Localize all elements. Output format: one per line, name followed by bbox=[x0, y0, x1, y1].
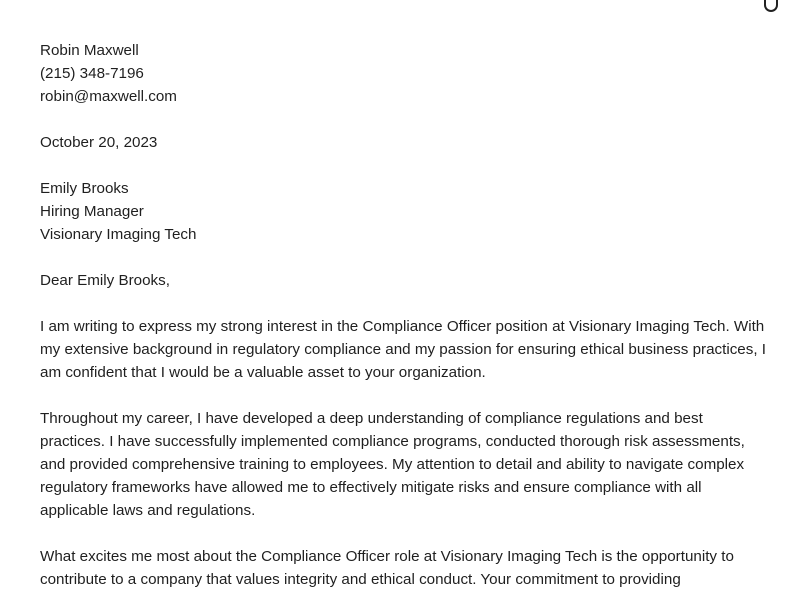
recipient-title: Hiring Manager bbox=[40, 203, 144, 220]
recipient-company: Visionary Imaging Tech bbox=[40, 226, 197, 243]
recipient-name: Emily Brooks bbox=[40, 180, 129, 197]
sender-email: robin@maxwell.com bbox=[40, 88, 177, 105]
date-block bbox=[40, 131, 770, 154]
sender-phone: (215) 348-7196 bbox=[40, 65, 144, 82]
partial-icon bbox=[764, 0, 778, 12]
letter-date: October 20, 2023 bbox=[40, 134, 158, 151]
paragraph-1: I am writing to express my strong interest in the Compliance Officer position at Visionary Imaging Tech. With my extensive background in regulatory compliance and my passion for ensuring ethical business practices, I am confident that I would be a valuable asset to your organization. bbox=[40, 318, 766, 381]
paragraph-2: Throughout my career, I have developed a deep understanding of compliance regulations and best practices. I have successfully implemented compliance programs, conducted thorough risk assessments, and provided comprehensive training to employees. My attention to detail and ability to navigate complex regulatory frameworks have allowed me to effectively mitigate risks and ensure compliance with all applicable laws and regulations. bbox=[40, 410, 745, 519]
recipient-block bbox=[40, 177, 770, 246]
paragraph-3: What excites me most about the Compliance Officer role at Visionary Imaging Tech is the opportunity to contribute to a company that values integrity and ethical conduct. Your commitment to providing bbox=[40, 548, 734, 588]
sender-block bbox=[40, 39, 770, 108]
sender-name: Robin Maxwell bbox=[40, 42, 139, 59]
salutation: Dear Emily Brooks, bbox=[40, 272, 170, 289]
salutation-block bbox=[40, 269, 770, 292]
cover-letter bbox=[40, 39, 770, 593]
